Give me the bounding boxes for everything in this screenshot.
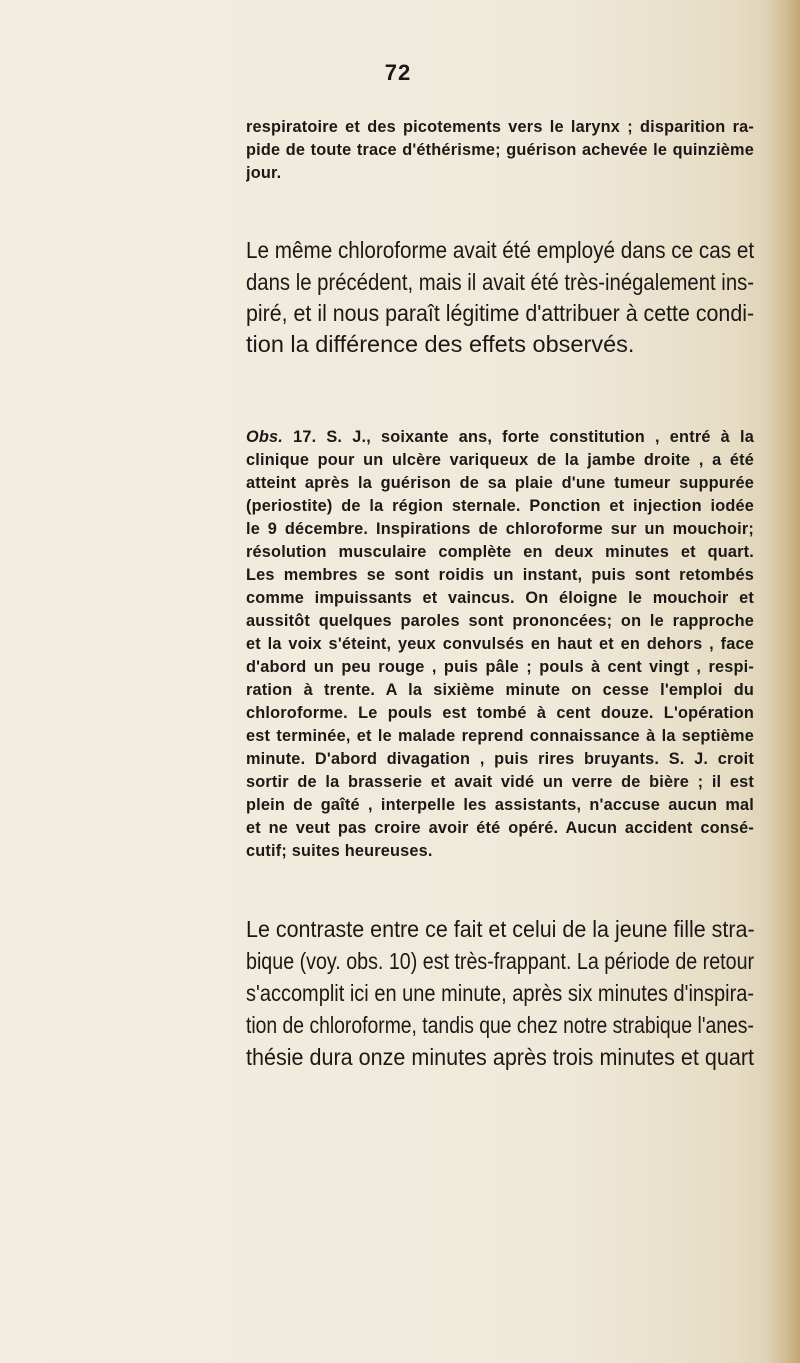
text-line: plein de gaîté , interpelle les assistants, n'accuse aucun mal [246, 796, 754, 814]
text-line: bique (voy. obs. 10) est très-frappant. La période de retour [246, 948, 755, 974]
text-line: pide de toute trace d'éthérisme; guérison achevée le quinzième [246, 141, 754, 159]
page-number: 72 [384, 60, 412, 85]
text-line: piré, et il nous paraît légitime d'attribuer à cette condi- [246, 300, 755, 326]
text-line: sortir de la brasserie et avait vidé un verre de bière ; il est [246, 773, 754, 791]
text-line: minute. D'abord divagation , puis rires bruyants. S. J. croit [246, 750, 754, 768]
text-line: et ne veut pas croire avoir été opéré. Aucun accident consé- [246, 819, 754, 837]
text-line: chloroforme. Le pouls est tombé à cent douze. L'opération [246, 704, 754, 722]
text-line: ration à trente. A la sixième minute on cesse l'emploi du [246, 681, 754, 699]
text-line: aussitôt quelques paroles sont prononcées; on le rapproche [246, 612, 754, 630]
text-line: Le même chloroforme avait été employé dans ce cas et [246, 237, 755, 263]
text-line: tion de chloroforme, tandis que chez notre strabique l'anes- [246, 1012, 754, 1038]
text-line: dans le précédent, mais il avait été très-inégalement ins- [246, 269, 755, 295]
text-line: jour. [246, 164, 282, 182]
text-line: résolution musculaire complète en deux minutes et quart. [246, 543, 754, 561]
text-line: est terminée, et le malade reprend connaissance à la septième [246, 727, 754, 745]
text-line: atteint après la guérison de sa plaie d'une tumeur suppurée [246, 474, 754, 492]
text-line: respiratoire et des picotements vers le larynx ; disparition ra- [246, 118, 754, 136]
observation-first-line: 17. S. J., soixante ans, forte constitution , entré à la [283, 428, 754, 446]
text-line: cutif; suites heureuses. [246, 842, 433, 860]
text-line: s'accomplit ici en une minute, après six minutes d'inspira- [246, 980, 755, 1006]
text-line: d'abord un peu rouge , puis pâle ; pouls à cent vingt , respi- [246, 658, 754, 676]
text-line: et la voix s'éteint, yeux convulsés en haut et en dehors , face [246, 635, 754, 653]
text-line: Les membres se sont roidis un instant, puis sont retombés [246, 566, 754, 584]
text-line: (periostite) de la région sternale. Ponction et injection iodée [246, 497, 754, 515]
text-line: comme impuissants et vaincus. On éloigne le mouchoir et [246, 589, 754, 607]
page-edge-shadow [766, 0, 800, 1363]
observation-label: Obs. [246, 428, 283, 446]
text-line: thésie dura onze minutes après trois minutes et quart [246, 1044, 755, 1070]
text-line: tion la différence des effets observés. [246, 331, 635, 357]
text-line: clinique pour un ulcère variqueux de la jambe droite , a été [246, 451, 754, 469]
text-line: le 9 décembre. Inspirations de chloroforme sur un mouchoir; [246, 520, 754, 538]
text-line: Le contraste entre ce fait et celui de la jeune fille stra- [246, 916, 755, 942]
text-line [246, 428, 754, 447]
